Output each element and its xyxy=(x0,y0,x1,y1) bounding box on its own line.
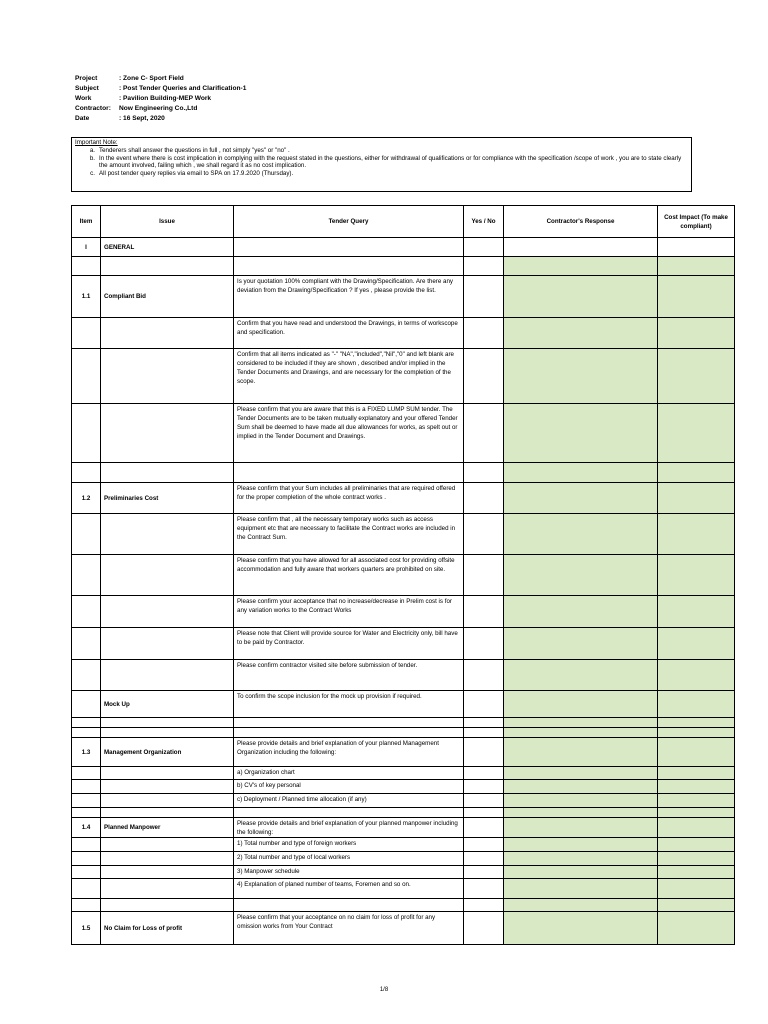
cell-cost-impact[interactable] xyxy=(658,780,735,794)
important-note-list xyxy=(75,147,688,178)
cell-item xyxy=(72,691,101,718)
cell-tender-query: a) Organization chart xyxy=(234,767,464,780)
note-letter: c. xyxy=(90,170,95,178)
cell-issue xyxy=(101,349,234,404)
cell-tender-query: Is your quotation 100% compliant with the Drawing/Specification. Are there any deviation from the Drawing/Specification ? If yes , please provide the list. xyxy=(234,276,464,318)
cell-contractor-response[interactable] xyxy=(504,596,658,628)
header-key: Project xyxy=(75,75,98,82)
cell-contractor-response[interactable] xyxy=(504,852,658,866)
cell-contractor-response[interactable] xyxy=(504,838,658,852)
cell-tender-query: Please confirm that your Sum includes all preliminaries that are required offered for the proper completion of the whole contract works . xyxy=(234,483,464,514)
cell-cost-impact[interactable] xyxy=(658,318,735,349)
cell-yes-no[interactable] xyxy=(464,404,504,463)
cell-yes-no[interactable] xyxy=(464,596,504,628)
cell-contractor-response[interactable] xyxy=(504,238,658,257)
cell-yes-no[interactable] xyxy=(464,899,504,912)
cell-contractor-response[interactable] xyxy=(504,728,658,738)
table-row xyxy=(72,514,735,555)
cell-yes-no[interactable] xyxy=(464,514,504,555)
cell-issue xyxy=(101,514,234,555)
note-letter: b. xyxy=(89,154,95,162)
table-row xyxy=(72,866,735,879)
header-value: : 16 Sept, 2020 xyxy=(119,115,165,122)
important-note-title: Important Note: xyxy=(75,139,118,146)
cell-cost-impact[interactable] xyxy=(658,596,735,628)
cell-item xyxy=(72,349,101,404)
cell-tender-query xyxy=(234,728,464,738)
cell-item: 1.2 xyxy=(72,483,101,514)
cell-tender-query xyxy=(234,257,464,276)
cell-contractor-response[interactable] xyxy=(504,276,658,318)
cell-contractor-response[interactable] xyxy=(504,718,658,728)
cell-cost-impact[interactable] xyxy=(658,794,735,808)
note-text: Tenderers shall answer the questions in full , not simply "yes" or "no" . xyxy=(99,146,290,154)
cell-tender-query: 1) Total number and type of foreign workers xyxy=(234,838,464,852)
col-header-yes-no: Yes / No xyxy=(464,206,504,238)
table-row xyxy=(72,794,735,808)
col-header-contractor-response: Contractor's Response xyxy=(504,206,658,238)
cell-cost-impact[interactable] xyxy=(658,767,735,780)
cell-contractor-response[interactable] xyxy=(504,514,658,555)
cell-tender-query xyxy=(234,238,464,257)
cell-item xyxy=(72,852,101,866)
cell-item xyxy=(72,838,101,852)
cell-yes-no[interactable] xyxy=(464,660,504,691)
cell-yes-no[interactable] xyxy=(464,838,504,852)
cell-item: 1.5 xyxy=(72,912,101,945)
header-key: Subject xyxy=(75,85,99,92)
table-row xyxy=(72,318,735,349)
cell-yes-no[interactable] xyxy=(464,808,504,818)
cell-yes-no[interactable] xyxy=(464,718,504,728)
table-row xyxy=(72,463,735,483)
cell-tender-query: Please confirm that you have allowed for all associated cost for providing offsite accommodation and fully aware that workers quarters are prohibited on site. xyxy=(234,555,464,596)
cell-tender-query: 2) Total number and type of local workers xyxy=(234,852,464,866)
cell-item xyxy=(72,866,101,879)
table-row xyxy=(72,818,735,838)
col-header-tender-query: Tender Query xyxy=(234,206,464,238)
cell-issue xyxy=(101,899,234,912)
table-row xyxy=(72,728,735,738)
cell-contractor-response[interactable] xyxy=(504,899,658,912)
cell-cost-impact[interactable] xyxy=(658,728,735,738)
note-item xyxy=(75,155,688,171)
table-row xyxy=(72,879,735,899)
cell-cost-impact[interactable] xyxy=(658,818,735,838)
cell-yes-no[interactable] xyxy=(464,794,504,808)
cell-yes-no[interactable] xyxy=(464,628,504,660)
cell-yes-no[interactable] xyxy=(464,257,504,276)
table-row xyxy=(72,780,735,794)
page-number: 1/8 xyxy=(379,987,389,993)
cell-yes-no[interactable] xyxy=(464,767,504,780)
table-row xyxy=(72,276,735,318)
cell-item xyxy=(72,660,101,691)
cell-cost-impact[interactable] xyxy=(658,852,735,866)
cell-contractor-response[interactable] xyxy=(504,257,658,276)
cell-yes-no[interactable] xyxy=(464,483,504,514)
table-row xyxy=(72,738,735,767)
cell-issue xyxy=(101,660,234,691)
cell-contractor-response[interactable] xyxy=(504,628,658,660)
cell-yes-no[interactable] xyxy=(464,852,504,866)
cell-issue xyxy=(101,866,234,879)
note-item xyxy=(75,170,688,178)
header-row xyxy=(75,94,246,104)
table-row xyxy=(72,404,735,463)
note-item xyxy=(75,147,688,155)
cell-item xyxy=(72,628,101,660)
cell-tender-query: Please confirm that , all the necessary temporary works such as access equipment etc that are necessary to facilitate the Contract works are included in the Contract Sum. xyxy=(234,514,464,555)
table-row xyxy=(72,899,735,912)
table-row xyxy=(72,691,735,718)
header-row xyxy=(75,104,246,114)
table-row xyxy=(72,718,735,728)
cell-cost-impact[interactable] xyxy=(658,660,735,691)
cell-issue xyxy=(101,852,234,866)
cell-issue xyxy=(101,780,234,794)
cell-issue: Mock Up xyxy=(101,691,234,718)
cell-item xyxy=(72,463,101,483)
cell-item xyxy=(72,555,101,596)
table-row xyxy=(72,628,735,660)
cell-item xyxy=(72,596,101,628)
cell-contractor-response[interactable] xyxy=(504,404,658,463)
cell-issue xyxy=(101,257,234,276)
cell-yes-no[interactable] xyxy=(464,738,504,767)
header-value: : Pavilion Building-MEP Work xyxy=(119,95,212,102)
cell-cost-impact[interactable] xyxy=(658,718,735,728)
cell-item xyxy=(72,718,101,728)
cell-issue xyxy=(101,628,234,660)
header-value: : Post Tender Queries and Clarification-1 xyxy=(119,85,247,92)
cell-issue xyxy=(101,838,234,852)
cell-issue: Planned Manpower xyxy=(101,818,234,838)
cell-tender-query xyxy=(234,463,464,483)
cell-item xyxy=(72,767,101,780)
cell-issue xyxy=(101,718,234,728)
cell-contractor-response[interactable] xyxy=(504,866,658,879)
cell-cost-impact[interactable] xyxy=(658,349,735,404)
col-header-cost-impact: Cost Impact (To make compliant) xyxy=(658,206,735,238)
cell-tender-query xyxy=(234,899,464,912)
cell-item xyxy=(72,808,101,818)
cell-yes-no[interactable] xyxy=(464,691,504,718)
cell-yes-no[interactable] xyxy=(464,276,504,318)
cell-yes-no[interactable] xyxy=(464,728,504,738)
table-row xyxy=(72,555,735,596)
cell-issue xyxy=(101,767,234,780)
cell-yes-no[interactable] xyxy=(464,912,504,945)
cell-issue xyxy=(101,404,234,463)
cell-yes-no[interactable] xyxy=(464,780,504,794)
table-row xyxy=(72,852,735,866)
cell-issue: Preliminaries Cost xyxy=(101,483,234,514)
cell-item: 1.1 xyxy=(72,276,101,318)
cell-issue xyxy=(101,879,234,899)
cell-tender-query: Please confirm contractor visited site before submission of tender. xyxy=(234,660,464,691)
cell-issue: Management Organization xyxy=(101,738,234,767)
cell-cost-impact[interactable] xyxy=(658,838,735,852)
cell-yes-no[interactable] xyxy=(464,463,504,483)
cell-yes-no[interactable] xyxy=(464,879,504,899)
cell-yes-no[interactable] xyxy=(464,818,504,838)
note-letter: a. xyxy=(89,146,95,154)
table-row xyxy=(72,838,735,852)
header-key: Contractor: xyxy=(75,105,111,112)
table-row xyxy=(72,238,735,257)
cell-issue xyxy=(101,555,234,596)
table-row xyxy=(72,808,735,818)
cell-tender-query: b) CV's of key personal xyxy=(234,780,464,794)
cell-cost-impact[interactable] xyxy=(658,808,735,818)
cell-item xyxy=(72,780,101,794)
cell-cost-impact[interactable] xyxy=(658,879,735,899)
table-row xyxy=(72,349,735,404)
cell-item xyxy=(72,257,101,276)
cell-contractor-response[interactable] xyxy=(504,818,658,838)
cell-contractor-response[interactable] xyxy=(504,912,658,945)
cell-yes-no[interactable] xyxy=(464,238,504,257)
header-row xyxy=(75,74,246,84)
cell-item: 1.3 xyxy=(72,738,101,767)
document-header xyxy=(75,74,246,124)
cell-cost-impact[interactable] xyxy=(658,257,735,276)
note-text: In the event where there is cost implication in complying with the request stated in the questions, either for withdrawal of qualifications or for compliance with the specification /scope of work , you are to state clearly the amount involved, failing which , we shall regard it as no cost implication. xyxy=(99,154,682,170)
cell-contractor-response[interactable] xyxy=(504,691,658,718)
cell-tender-query: 4) Explanation of planed number of teams, Foremen and so on. xyxy=(234,879,464,899)
cell-cost-impact[interactable] xyxy=(658,866,735,879)
header-value: : Zone C- Sport Field xyxy=(119,75,184,82)
cell-tender-query: Please confirm that you are aware that this is a FIXED LUMP SUM tender. The Tender Documents are to be taken mutually explanatory and your offered Tender Sum shall be deemed to have made all due allowances for works, as spelt out or implied in the Tender Document and Drawings. xyxy=(234,404,464,463)
cell-tender-query: c) Deployment / Planned time allocation (if any) xyxy=(234,794,464,808)
cell-issue xyxy=(101,728,234,738)
cell-contractor-response[interactable] xyxy=(504,483,658,514)
cell-contractor-response[interactable] xyxy=(504,318,658,349)
cell-issue: Compliant Bid xyxy=(101,276,234,318)
cell-tender-query xyxy=(234,718,464,728)
cell-issue xyxy=(101,318,234,349)
cell-yes-no[interactable] xyxy=(464,349,504,404)
col-header-issue: Issue xyxy=(101,206,234,238)
cell-tender-query: 3) Manpower schedule xyxy=(234,866,464,879)
cell-cost-impact[interactable] xyxy=(658,912,735,945)
cell-tender-query: Please provide details and brief explanation of your planned manpower including the following: xyxy=(234,818,464,838)
header-key: Date xyxy=(75,115,90,122)
cell-item xyxy=(72,404,101,463)
cell-cost-impact[interactable] xyxy=(658,483,735,514)
header-row xyxy=(75,114,246,124)
cell-tender-query: Please provide details and brief explanation of your planned Management Organization including the following: xyxy=(234,738,464,767)
table-row xyxy=(72,257,735,276)
cell-item xyxy=(72,879,101,899)
note-text: All post tender query replies via email to SPA on 17.9.2020 (Thursday). xyxy=(99,170,294,178)
cell-cost-impact[interactable] xyxy=(658,691,735,718)
cell-yes-no[interactable] xyxy=(464,866,504,879)
cell-tender-query: Please note that Client will provide source for Water and Electricity only, bill have to be paid by Contractor. xyxy=(234,628,464,660)
cell-tender-query: Please confirm your acceptance that no increase/decrease in Prelim cost is for any variation works to the Contract Works xyxy=(234,596,464,628)
cell-cost-impact[interactable] xyxy=(658,514,735,555)
cell-contractor-response[interactable] xyxy=(504,808,658,818)
table-row xyxy=(72,660,735,691)
cell-contractor-response[interactable] xyxy=(504,794,658,808)
cell-tender-query: Confirm that you have read and understood the Drawings, in terms of workscope and specification. xyxy=(234,318,464,349)
table-row xyxy=(72,596,735,628)
cell-item xyxy=(72,318,101,349)
cell-cost-impact[interactable] xyxy=(658,238,735,257)
cell-tender-query: To confirm the scope inclusion for the mock up provision if required. xyxy=(234,691,464,718)
cell-tender-query: Please confirm that your acceptance on no claim for loss of profit for any omission works from Your Contract xyxy=(234,912,464,945)
cell-tender-query xyxy=(234,808,464,818)
cell-contractor-response[interactable] xyxy=(504,555,658,596)
cell-item: 1.4 xyxy=(72,818,101,838)
cell-contractor-response[interactable] xyxy=(504,780,658,794)
cell-cost-impact[interactable] xyxy=(658,463,735,483)
table-header-row xyxy=(72,206,735,238)
header-row xyxy=(75,84,246,94)
cell-cost-impact[interactable] xyxy=(658,738,735,767)
cell-item: I xyxy=(72,238,101,257)
table-row xyxy=(72,767,735,780)
cell-item xyxy=(72,728,101,738)
cell-contractor-response[interactable] xyxy=(504,463,658,483)
cell-contractor-response[interactable] xyxy=(504,660,658,691)
cell-yes-no[interactable] xyxy=(464,318,504,349)
cell-contractor-response[interactable] xyxy=(504,879,658,899)
cell-contractor-response[interactable] xyxy=(504,349,658,404)
cell-contractor-response[interactable] xyxy=(504,767,658,780)
cell-yes-no[interactable] xyxy=(464,555,504,596)
cell-cost-impact[interactable] xyxy=(658,276,735,318)
cell-cost-impact[interactable] xyxy=(658,628,735,660)
cell-issue xyxy=(101,596,234,628)
cell-issue xyxy=(101,463,234,483)
important-note-box xyxy=(71,137,692,192)
col-header-item: Item xyxy=(72,206,101,238)
cell-item xyxy=(72,514,101,555)
table-row xyxy=(72,483,735,514)
cell-contractor-response[interactable] xyxy=(504,738,658,767)
cell-issue: No Claim for Loss of profit xyxy=(101,912,234,945)
cell-cost-impact[interactable] xyxy=(658,899,735,912)
table-row xyxy=(72,912,735,945)
cell-cost-impact[interactable] xyxy=(658,555,735,596)
cell-tender-query: Confirm that all items indicated as "-" "NA","included","Nil","0" and left blank are considered to be included if they are shown , described and/or implied in the Tender Documents and Drawings, and are necessary for the completion of the scope. xyxy=(234,349,464,404)
cell-item xyxy=(72,899,101,912)
cell-item xyxy=(72,794,101,808)
cell-cost-impact[interactable] xyxy=(658,404,735,463)
header-value: Now Engineering Co.,Ltd xyxy=(119,105,198,112)
cell-issue: GENERAL xyxy=(101,238,234,257)
cell-issue xyxy=(101,794,234,808)
header-key: Work xyxy=(75,95,92,102)
tender-query-table xyxy=(71,205,735,945)
cell-issue xyxy=(101,808,234,818)
